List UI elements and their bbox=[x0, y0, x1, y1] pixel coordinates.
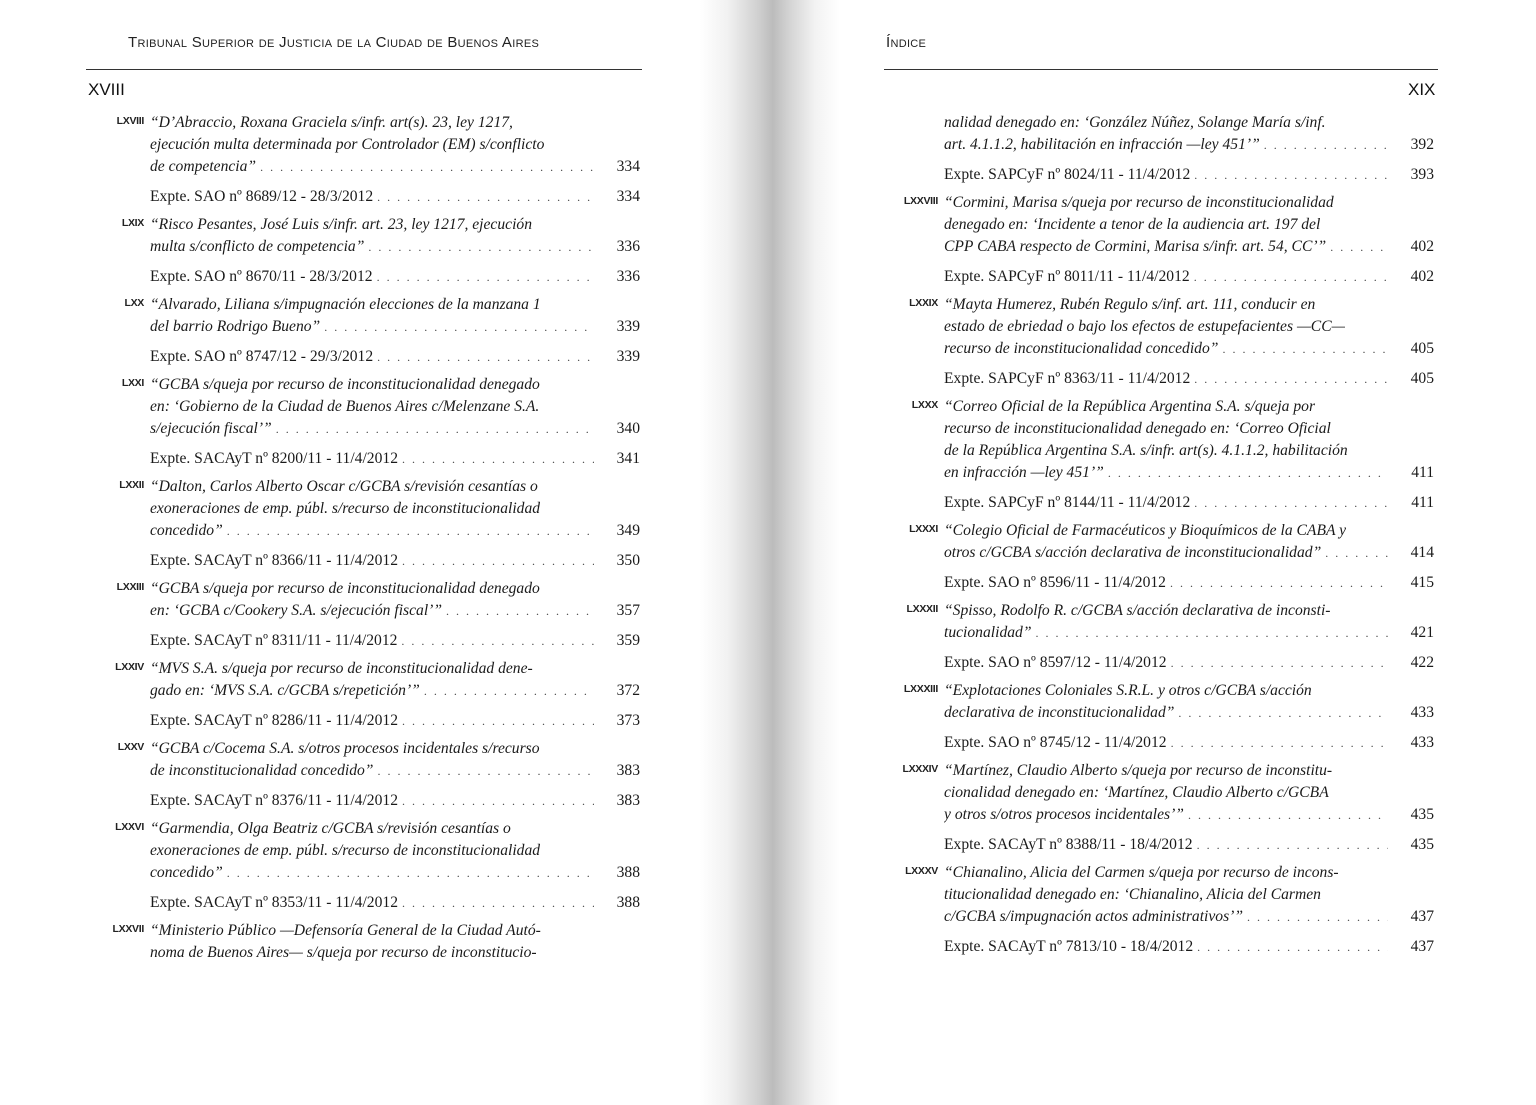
entry-expte-line bbox=[944, 834, 1434, 856]
title-text: del barrio Rodrigo Bueno” bbox=[150, 318, 321, 335]
title-page-number: 433 bbox=[1410, 704, 1434, 721]
title-text: denegado en: ‘Incidente a tenor de la audiencia art. 197 del bbox=[944, 216, 1321, 233]
title-text: “Cormini, Marisa s/queja por recurso de inconstitucionalidad bbox=[944, 194, 1334, 211]
dot-leader bbox=[1197, 936, 1388, 958]
entry-title-line bbox=[150, 112, 640, 134]
entry-numeral: LXXXIV bbox=[902, 763, 938, 775]
title-text: nalidad denegado en: ‘González Núñez, Solange María s/inf. bbox=[944, 114, 1326, 131]
dot-leader bbox=[1264, 134, 1388, 156]
title-text: declarativa de inconstitucionalidad” bbox=[944, 704, 1175, 721]
page-number: XIX bbox=[1408, 80, 1436, 99]
dot-leader bbox=[227, 862, 594, 884]
title-text: noma de Buenos Aires— s/queja por recurso de inconstitucio- bbox=[150, 944, 537, 961]
dot-leader bbox=[227, 520, 594, 542]
index-entry bbox=[86, 578, 646, 652]
entry-title-line bbox=[944, 622, 1434, 644]
entry-expte-line bbox=[944, 164, 1434, 186]
expte-text: Expte. SAO nº 8747/12 - 29/3/2012 bbox=[150, 348, 374, 365]
expte-text: Expte. SAO nº 8689/12 - 28/3/2012 bbox=[150, 188, 374, 205]
entry-expte-line bbox=[944, 652, 1434, 674]
entry-expte-line bbox=[150, 266, 640, 288]
entry-title-line bbox=[150, 738, 640, 760]
entry-title-line bbox=[944, 906, 1434, 928]
entry-title-line bbox=[150, 818, 640, 840]
entry-title-line bbox=[150, 600, 640, 622]
expte-page-number: 334 bbox=[616, 188, 640, 205]
expte-page-number: 359 bbox=[616, 632, 640, 649]
expte-page-number: 433 bbox=[1410, 734, 1434, 751]
entry-numeral: LXXV bbox=[117, 741, 144, 753]
dot-leader bbox=[377, 266, 594, 288]
title-text: exoneraciones de emp. públ. s/recurso de inconstitucionalidad bbox=[150, 842, 541, 859]
expte-page-number: 411 bbox=[1411, 494, 1434, 511]
index-entry bbox=[880, 396, 1440, 514]
header-rule bbox=[884, 69, 1438, 70]
index-entry bbox=[880, 520, 1440, 594]
entry-title-line bbox=[944, 294, 1434, 316]
entry-title-line bbox=[944, 884, 1434, 906]
dot-leader bbox=[402, 550, 594, 572]
entry-expte-line bbox=[150, 186, 640, 208]
entry-numeral: LXXI bbox=[121, 377, 144, 389]
entry-title-line bbox=[944, 462, 1434, 484]
expte-text: Expte. SACAyT nº 8311/11 - 11/4/2012 bbox=[150, 632, 398, 649]
expte-text: Expte. SACAyT nº 7813/10 - 18/4/2012 bbox=[944, 938, 1194, 955]
entry-numeral: LXXII bbox=[119, 479, 144, 491]
entry-numeral: LXX bbox=[124, 297, 144, 309]
expte-page-number: 435 bbox=[1410, 836, 1434, 853]
entry-numeral: LXXVII bbox=[112, 923, 144, 935]
dot-leader bbox=[1171, 732, 1388, 754]
entry-title-line bbox=[944, 192, 1434, 214]
title-text: c/GCBA s/impugnación actos administrativos’” bbox=[944, 908, 1244, 925]
entry-title-line bbox=[944, 214, 1434, 236]
entry-title-line bbox=[944, 418, 1434, 440]
title-page-number: 339 bbox=[616, 318, 640, 335]
title-text: “Martínez, Claudio Alberto s/queja por recurso de inconstitu- bbox=[944, 762, 1333, 779]
entry-numeral: LXXIV bbox=[115, 661, 144, 673]
entry-title-line bbox=[150, 236, 640, 258]
expte-page-number: 350 bbox=[616, 552, 640, 569]
entry-expte-line bbox=[150, 790, 640, 812]
title-page-number: 392 bbox=[1410, 136, 1434, 153]
entry-title-line bbox=[150, 418, 640, 440]
title-text: concedido” bbox=[150, 864, 223, 881]
entry-expte-line bbox=[150, 630, 640, 652]
title-text: tucionalidad” bbox=[944, 624, 1032, 641]
dot-leader bbox=[1194, 368, 1388, 390]
entry-title-line bbox=[150, 920, 640, 942]
dot-leader bbox=[276, 418, 594, 440]
entry-expte-line bbox=[944, 266, 1434, 288]
header-rule bbox=[86, 69, 642, 70]
title-text: art. 4.1.1.2, habilitación en infracción —ley 451’” bbox=[944, 136, 1260, 153]
index-entry bbox=[86, 818, 646, 914]
entry-numeral: LXXXI bbox=[909, 523, 938, 535]
title-text: de la República Argentina S.A. s/infr. art(s). 4.1.1.2, habilitación bbox=[944, 442, 1348, 459]
title-text: “Colegio Oficial de Farmacéuticos y Bioquímicos de la CABA y bbox=[944, 522, 1347, 539]
entry-expte-line bbox=[150, 710, 640, 732]
title-text: “GCBA c/Cocema S.A. s/otros procesos incidentales s/recurso bbox=[150, 740, 540, 757]
entry-title-line bbox=[944, 804, 1434, 826]
index-entry bbox=[86, 476, 646, 572]
title-page-number: 414 bbox=[1410, 544, 1434, 561]
title-text: multa s/conflicto de competencia” bbox=[150, 238, 365, 255]
dot-leader bbox=[1188, 804, 1388, 826]
title-page-number: 437 bbox=[1410, 908, 1434, 925]
dot-leader bbox=[402, 892, 594, 914]
index-entry bbox=[880, 192, 1440, 288]
title-page-number: 372 bbox=[616, 682, 640, 699]
title-page-number: 357 bbox=[616, 602, 640, 619]
dot-leader bbox=[377, 346, 594, 368]
entry-title-line bbox=[150, 214, 640, 236]
title-page-number: 388 bbox=[616, 864, 640, 881]
entry-title-line bbox=[944, 520, 1434, 542]
index-list bbox=[86, 112, 646, 970]
index-entry bbox=[880, 294, 1440, 390]
entry-title-line bbox=[150, 520, 640, 542]
expte-text: Expte. SACAyT nº 8388/11 - 18/4/2012 bbox=[944, 836, 1193, 853]
index-entry bbox=[86, 112, 646, 208]
title-page-number: 411 bbox=[1411, 464, 1434, 481]
title-text: “Risco Pesantes, José Luis s/infr. art. 23, ley 1217, ejecución bbox=[150, 216, 533, 233]
entry-title-line bbox=[150, 316, 640, 338]
expte-page-number: 373 bbox=[616, 712, 640, 729]
entry-title-line bbox=[150, 578, 640, 600]
entry-numeral: LXVIII bbox=[116, 115, 144, 127]
entry-title-line bbox=[150, 942, 640, 964]
entry-title-line bbox=[944, 542, 1434, 564]
right-page bbox=[830, 0, 1536, 1105]
expte-text: Expte. SACAyT nº 8353/11 - 11/4/2012 bbox=[150, 894, 398, 911]
title-text: s/ejecución fiscal’” bbox=[150, 420, 272, 437]
dot-leader bbox=[377, 760, 594, 782]
title-text: “Explotaciones Coloniales S.R.L. y otros c/GCBA s/acción bbox=[944, 682, 1312, 699]
entry-expte-line bbox=[944, 572, 1434, 594]
index-entry bbox=[880, 760, 1440, 856]
entry-title-line bbox=[150, 680, 640, 702]
title-text: estado de ebriedad o bajo los efectos de estupefacientes —CC— bbox=[944, 318, 1346, 335]
expte-text: Expte. SAPCyF nº 8011/11 - 11/4/2012 bbox=[944, 268, 1190, 285]
title-text: de competencia” bbox=[150, 158, 257, 175]
dot-leader bbox=[1222, 338, 1388, 360]
dot-leader bbox=[1108, 462, 1388, 484]
entry-numeral: LXXXII bbox=[906, 603, 938, 615]
entry-title-line bbox=[944, 680, 1434, 702]
expte-page-number: 405 bbox=[1410, 370, 1434, 387]
title-text: “GCBA s/queja por recurso de inconstitucionalidad denegado bbox=[150, 580, 540, 597]
index-entry bbox=[86, 738, 646, 812]
index-entry bbox=[880, 862, 1440, 958]
title-text: en: ‘GCBA c/Cookery S.A. s/ejecución fiscal’” bbox=[150, 602, 443, 619]
entry-title-line bbox=[150, 760, 640, 782]
title-text: otros c/GCBA s/acción declarativa de inconstitucionalidad” bbox=[944, 544, 1322, 561]
dot-leader bbox=[1330, 236, 1388, 258]
index-entry bbox=[86, 920, 646, 964]
entry-title-line bbox=[150, 658, 640, 680]
dot-leader bbox=[1178, 702, 1388, 724]
title-text: “GCBA s/queja por recurso de inconstitucionalidad denegado bbox=[150, 376, 540, 393]
title-page-number: 334 bbox=[616, 158, 640, 175]
title-text: “Correo Oficial de la República Argentina S.A. s/queja por bbox=[944, 398, 1316, 415]
title-text: “D’Abraccio, Roxana Graciela s/infr. art(s). 23, ley 1217, bbox=[150, 114, 513, 131]
dot-leader bbox=[1194, 164, 1388, 186]
entry-numeral: LXXXIII bbox=[903, 683, 938, 695]
entry-expte-line bbox=[944, 492, 1434, 514]
expte-text: Expte. SAO nº 8597/12 - 11/4/2012 bbox=[944, 654, 1167, 671]
index-entry bbox=[86, 214, 646, 288]
dot-leader bbox=[402, 710, 594, 732]
entry-title-line bbox=[944, 760, 1434, 782]
dot-leader bbox=[1325, 542, 1388, 564]
title-text: titucionalidad denegado en: ‘Chianalino, Alicia del Carmen bbox=[944, 886, 1321, 903]
entry-title-line bbox=[150, 374, 640, 396]
expte-text: Expte. SAPCyF nº 8144/11 - 11/4/2012 bbox=[944, 494, 1191, 511]
expte-page-number: 336 bbox=[616, 268, 640, 285]
entry-title-line bbox=[944, 112, 1434, 134]
dot-leader bbox=[368, 236, 594, 258]
entry-numeral: LXXIX bbox=[909, 297, 938, 309]
dot-leader bbox=[1036, 622, 1388, 644]
entry-expte-line bbox=[150, 550, 640, 572]
title-text: y otros s/otros procesos incidentales’” bbox=[944, 806, 1184, 823]
title-text: CPP CABA respecto de Cormini, Marisa s/infr. art. 54, CC’” bbox=[944, 238, 1327, 255]
left-page bbox=[0, 0, 720, 1105]
dot-leader bbox=[1170, 572, 1388, 594]
expte-text: Expte. SAO nº 8596/11 - 11/4/2012 bbox=[944, 574, 1166, 591]
running-head: Índice bbox=[886, 34, 927, 51]
expte-page-number: 388 bbox=[616, 894, 640, 911]
title-text: “Mayta Humerez, Rubén Regulo s/inf. art. 111, conducir en bbox=[944, 296, 1316, 313]
dot-leader bbox=[402, 448, 594, 470]
entry-expte-line bbox=[944, 732, 1434, 754]
title-text: recurso de inconstitucionalidad concedido” bbox=[944, 340, 1219, 357]
title-page-number: 349 bbox=[616, 522, 640, 539]
title-text: gado en: ‘MVS S.A. c/GCBA s/repetición’” bbox=[150, 682, 420, 699]
title-page-number: 340 bbox=[616, 420, 640, 437]
title-text: “Spisso, Rodolfo R. c/GCBA s/acción declarativa de inconsti- bbox=[944, 602, 1331, 619]
dot-leader bbox=[401, 630, 594, 652]
title-page-number: 402 bbox=[1410, 238, 1434, 255]
title-text: “Alvarado, Liliana s/impugnación elecciones de la manzana 1 bbox=[150, 296, 541, 313]
dot-leader bbox=[1194, 492, 1388, 514]
title-text: “Chianalino, Alicia del Carmen s/queja por recurso de incons- bbox=[944, 864, 1339, 881]
dot-leader bbox=[1194, 266, 1388, 288]
dot-leader bbox=[402, 790, 594, 812]
title-text: “Dalton, Carlos Alberto Oscar c/GCBA s/revisión cesantías o bbox=[150, 478, 538, 495]
title-text: “Garmendia, Olga Beatriz c/GCBA s/revisión cesantías o bbox=[150, 820, 511, 837]
title-page-number: 421 bbox=[1410, 624, 1434, 641]
entry-numeral: LXXXV bbox=[905, 865, 938, 877]
index-entry bbox=[880, 600, 1440, 674]
expte-page-number: 393 bbox=[1410, 166, 1434, 183]
title-text: ejecución multa determinada por Controlador (EM) s/conflicto bbox=[150, 136, 545, 153]
expte-text: Expte. SAPCyF nº 8363/11 - 11/4/2012 bbox=[944, 370, 1191, 387]
entry-expte-line bbox=[150, 448, 640, 470]
expte-page-number: 415 bbox=[1410, 574, 1434, 591]
title-text: cionalidad denegado en: ‘Martínez, Claudio Alberto c/GCBA bbox=[944, 784, 1329, 801]
entry-title-line bbox=[944, 782, 1434, 804]
dot-leader bbox=[377, 186, 594, 208]
page-number: XVIII bbox=[88, 80, 125, 99]
book-gutter bbox=[700, 0, 840, 1105]
entry-title-line bbox=[150, 294, 640, 316]
index-entry bbox=[880, 112, 1440, 186]
entry-expte-line bbox=[150, 346, 640, 368]
index-entry bbox=[880, 680, 1440, 754]
entry-expte-line bbox=[150, 892, 640, 914]
dot-leader bbox=[446, 600, 594, 622]
entry-title-line bbox=[944, 600, 1434, 622]
expte-text: Expte. SAPCyF nº 8024/11 - 11/4/2012 bbox=[944, 166, 1191, 183]
index-entry bbox=[86, 658, 646, 732]
dot-leader bbox=[324, 316, 594, 338]
title-page-number: 336 bbox=[616, 238, 640, 255]
index-list bbox=[880, 112, 1440, 964]
entry-title-line bbox=[150, 862, 640, 884]
dot-leader bbox=[1247, 906, 1388, 928]
entry-title-line bbox=[944, 396, 1434, 418]
title-text: de inconstitucionalidad concedido” bbox=[150, 762, 374, 779]
expte-text: Expte. SAO nº 8670/11 - 28/3/2012 bbox=[150, 268, 373, 285]
expte-page-number: 437 bbox=[1410, 938, 1434, 955]
title-page-number: 405 bbox=[1410, 340, 1434, 357]
running-head: Tribunal Superior de Justicia de la Ciudad de Buenos Aires bbox=[128, 34, 540, 51]
entry-expte-line bbox=[944, 368, 1434, 390]
entry-title-line bbox=[150, 396, 640, 418]
expte-page-number: 402 bbox=[1410, 268, 1434, 285]
title-text: concedido” bbox=[150, 522, 223, 539]
expte-text: Expte. SACAyT nº 8366/11 - 11/4/2012 bbox=[150, 552, 398, 569]
entry-title-line bbox=[150, 498, 640, 520]
entry-title-line bbox=[944, 236, 1434, 258]
entry-expte-line bbox=[944, 936, 1434, 958]
entry-title-line bbox=[944, 338, 1434, 360]
title-text: exoneraciones de emp. públ. s/recurso de inconstitucionalidad bbox=[150, 500, 541, 517]
expte-page-number: 422 bbox=[1410, 654, 1434, 671]
expte-text: Expte. SACAyT nº 8200/11 - 11/4/2012 bbox=[150, 450, 398, 467]
entry-numeral: LXXX bbox=[911, 399, 938, 411]
title-text: en: ‘Gobierno de la Ciudad de Buenos Aires c/Melenzane S.A. bbox=[150, 398, 540, 415]
title-text: “MVS S.A. s/queja por recurso de inconstitucionalidad dene- bbox=[150, 660, 533, 677]
title-page-number: 383 bbox=[616, 762, 640, 779]
title-text: en infracción —ley 451’” bbox=[944, 464, 1104, 481]
entry-numeral: LXIX bbox=[121, 217, 144, 229]
dot-leader bbox=[260, 156, 594, 178]
entry-title-line bbox=[150, 476, 640, 498]
entry-numeral: LXXVI bbox=[115, 821, 144, 833]
entry-title-line bbox=[150, 134, 640, 156]
dot-leader bbox=[424, 680, 594, 702]
title-text: “Ministerio Público —Defensoría General de la Ciudad Autó- bbox=[150, 922, 541, 939]
index-entry bbox=[86, 374, 646, 470]
entry-title-line bbox=[944, 134, 1434, 156]
entry-numeral: LXXIII bbox=[116, 581, 144, 593]
expte-text: Expte. SACAyT nº 8286/11 - 11/4/2012 bbox=[150, 712, 398, 729]
entry-title-line bbox=[150, 840, 640, 862]
expte-text: Expte. SACAyT nº 8376/11 - 11/4/2012 bbox=[150, 792, 398, 809]
dot-leader bbox=[1171, 652, 1388, 674]
entry-title-line bbox=[944, 440, 1434, 462]
expte-text: Expte. SAO nº 8745/12 - 11/4/2012 bbox=[944, 734, 1167, 751]
entry-title-line bbox=[944, 862, 1434, 884]
title-text: recurso de inconstitucionalidad denegado en: ‘Correo Oficial bbox=[944, 420, 1331, 437]
title-page-number: 435 bbox=[1410, 806, 1434, 823]
entry-numeral: LXXVIII bbox=[903, 195, 938, 207]
index-entry bbox=[86, 294, 646, 368]
expte-page-number: 383 bbox=[616, 792, 640, 809]
entry-title-line bbox=[150, 156, 640, 178]
dot-leader bbox=[1197, 834, 1388, 856]
expte-page-number: 339 bbox=[616, 348, 640, 365]
entry-title-line bbox=[944, 316, 1434, 338]
expte-page-number: 341 bbox=[616, 450, 640, 467]
entry-title-line bbox=[944, 702, 1434, 724]
